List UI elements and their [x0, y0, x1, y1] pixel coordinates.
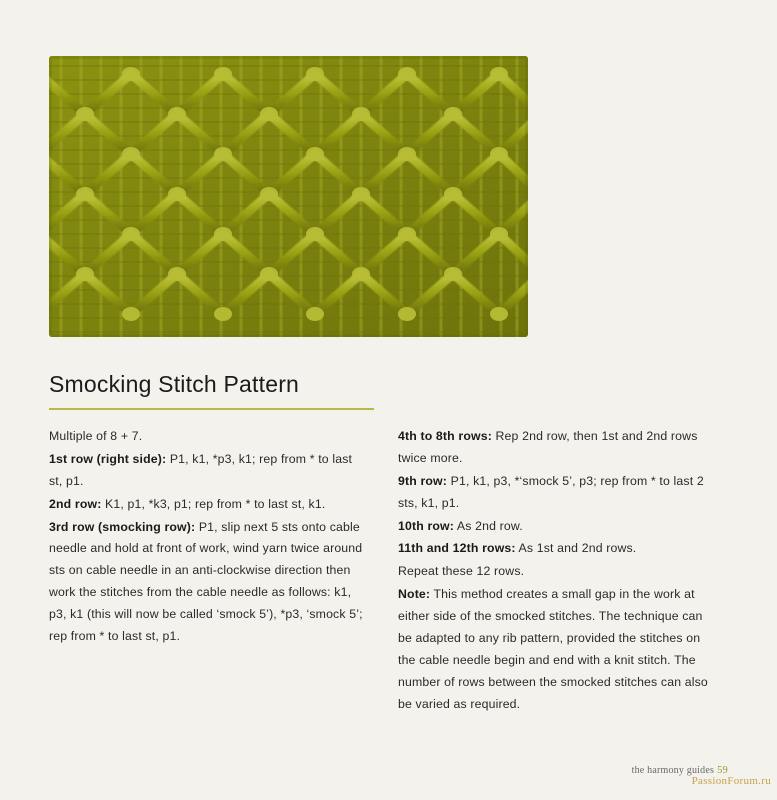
- instruction-label: 4th to 8th rows:: [398, 429, 492, 443]
- instruction-text: Repeat these 12 rows.: [398, 564, 525, 579]
- instruction-paragraph: [49, 426, 369, 448]
- instruction-label: 11th and 12th rows:: [398, 541, 516, 556]
- watermark: [692, 775, 771, 787]
- instruction-paragraph: [398, 561, 718, 583]
- instruction-label: 1st row (right side):: [49, 451, 167, 466]
- title-underline: [49, 408, 374, 410]
- swatch-photo: [49, 56, 528, 337]
- instruction-text: Rep 2nd row, then 1st and 2nd rows twice more.: [398, 429, 698, 465]
- instruction-note: [398, 584, 718, 715]
- book-title: the harmony guides: [631, 765, 715, 776]
- instruction-text: P1, slip next 5 sts onto cable needle and hold at front of work, wind yarn twice around sts on cable needle in an anti-clockwise direction then work the stitches from the cable needle as follows: k1, p3, k1 (this will now be called ‘smock 5’), *p3, ‘smock 5’; rep from * to last st, p1.: [49, 519, 363, 643]
- watermark-site: PassionForum.ru: [691, 775, 771, 787]
- instruction-text: As 2nd row.: [454, 518, 523, 533]
- instruction-paragraph: [49, 517, 369, 648]
- knitted-fabric-illustration: [49, 56, 528, 337]
- instruction-paragraph: [398, 426, 718, 470]
- page-number: 59: [717, 765, 728, 776]
- instruction-paragraph: [49, 494, 369, 516]
- instruction-text: As 1st and 2nd rows.: [515, 541, 637, 556]
- instruction-paragraph: [398, 471, 718, 515]
- instructions-column-left: [49, 426, 369, 649]
- instruction-text: Multiple of 8 + 7.: [49, 429, 143, 443]
- instruction-label: 3rd row (smocking row):: [49, 519, 196, 534]
- instruction-label: 9th row:: [398, 473, 448, 488]
- instruction-text: K1, p1, *k3, p1; rep from * to last st, k1.: [101, 496, 326, 511]
- instruction-label: Note:: [398, 587, 431, 602]
- instruction-text: P1, k1, *p3, k1; rep from * to last st, p1.: [49, 451, 353, 488]
- instruction-label: 2nd row:: [49, 496, 102, 511]
- instructions-column-right: [398, 426, 718, 716]
- instruction-text: This method creates a small gap in the work at either side of the smocked stitches. The technique can be adapted to any rib pattern, provided the stitches on the cable needle begin and end with a knit stitch. The number of rows between the smocked stitches can also be varied as required.: [398, 587, 708, 711]
- instruction-label: 10th row:: [398, 518, 455, 533]
- instruction-text: P1, k1, p3, *‘smock 5’, p3; rep from * to last 2 sts, k1, p1.: [398, 473, 704, 510]
- instruction-paragraph: [49, 449, 369, 493]
- instruction-paragraph: [398, 516, 718, 538]
- instruction-paragraph: [398, 538, 718, 560]
- page-title: Smocking Stitch Pattern: [49, 371, 300, 397]
